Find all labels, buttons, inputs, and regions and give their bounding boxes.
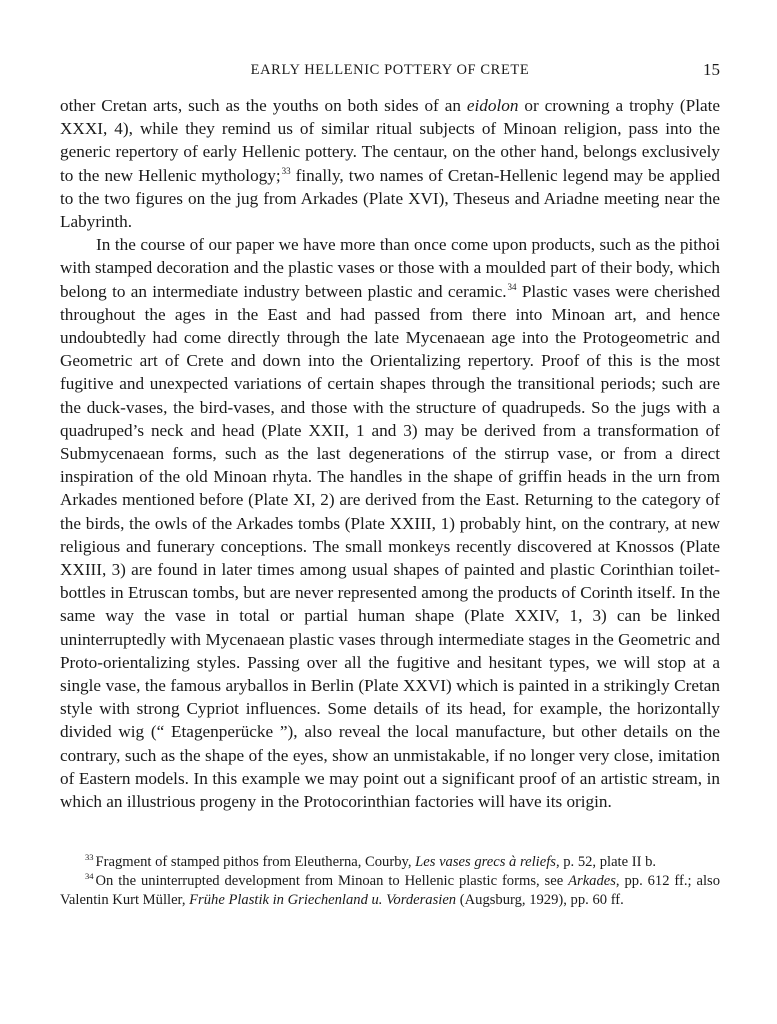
running-title: EARLY HELLENIC POTTERY OF CRETE [250, 62, 530, 78]
paragraph-1-italic-eidolon: eidolon [466, 96, 519, 115]
footnote-34-text-e: (Augsburg, 1929), pp. 60 ff. [456, 892, 624, 909]
running-header [60, 58, 720, 86]
footnote-33-text-c: , p. 52, plate II b. [555, 854, 657, 871]
footnote-33-text-a: Fragment of stamped pithos from Eleutherna, Courby, [95, 854, 416, 871]
footnote-34-text-a: On the uninterrupted development from Minoan to Hellenic plastic forms, see [95, 873, 569, 890]
footnote-number-33: 33 [85, 852, 94, 863]
paragraph-1-text-a: other Cretan arts, such as the youths on both sides of an [60, 96, 467, 115]
footnote-34-italic-title: Frühe Plastik in Griechenland u. Vorderasien [189, 892, 457, 909]
footnote-34-italic-arkades: Arkades [568, 873, 616, 890]
paragraph-2-text-a: In the course of our paper we have more than once come upon products, such as the pithoi with stamped decoration and the plastic vases or those with a moulded part of their body, which belong to an intermediate industry between plastic and ceramic. [60, 235, 720, 301]
page-number: 15 [703, 60, 720, 79]
footnote-ref-33: 33 [281, 165, 291, 176]
paragraph-1-text-d: finally, two names of Cretan-Hellenic legend may be applied to the two figures on the jug from Arkades (Plate XVI), Theseus and Ariadne meeting near the Labyrinth. [60, 165, 720, 232]
paragraph-2 [60, 233, 720, 813]
footnote-34-text-c: , pp. 612 ff.; also Valentin Kurt Müller, [60, 873, 720, 909]
paragraph-2-text-b: Plastic vases were cherished throughout the ages in the East and had passed from there into Minoan art, and hence undoubtedly had come directly through the late Mycenaean age into the Protogeometric and Geometric art of Crete and down into the Orientalizing repertory. Proof of this is the most fugitive and unexpected variations of certain shapes through the transitional periods; such are the duck-vases, the bird-vases, and those with the structure of quadrupeds. So the jugs with a quadruped’s neck and head (Plate XXII, 1 and 3) may be derived from a transformation of Submycenaean forms, such as the last degenerations of the stirrup vase, or from a direct inspiration of the old Minoan rhyta. The handles in the shape of griffin heads in the urn from Arkades mentioned before (Plate XI, 2) are derived from the East. Returning to the category of the birds, the owls of the Arkades tombs (Plate XXIII, 1) probably hint, on the contrary, at new religious and funerary conceptions. The small monkeys recently discovered at Knossos (Plate XXIII, 3) are found in later times among usual shapes of painted and plastic Corinthian toilet-bottles in Etruscan tombs, but are never represented among the products of Corinth itself. In the same way the vase in total or partial human shape (Plate XXIV, 1, 3) can be linked uninterruptedly with Mycenaean plastic vases through intermediate stages in the Geometric and Proto-orientalizing styles. Passing over all the fugitive and hesitant types, we will stop at a single vase, the famous aryballos in Berlin (Plate XXVI) which is painted in a strikingly Cretan style with strong Cypriot influences. Some details of its head, for example, the horizontally divided wig (“ Etagenperücke ”), also reveal the local manufacture, but other details on the contrary, such as the shape of the eyes, show an unmistakable, if no longer very close, imitation of Eastern models. In this example we may point out a significant proof of an artistic stream, in which an illustrious progeny in the Protocorinthian factories will have its origin. [60, 281, 720, 812]
body-text [60, 94, 720, 813]
paragraph-1-text-c: or crowning a trophy (Plate XXXI, 4), while they remind us of similar ritual subjects of Minoan religion, pass into the generic repertory of early Hellenic pottery. The centaur, on the other hand, belongs exclusively to the new Hellenic mythology; [60, 96, 720, 185]
footnote-34 [60, 872, 720, 910]
footnote-ref-34: 34 [507, 281, 517, 292]
footnote-33 [60, 853, 720, 872]
footnotes [60, 853, 720, 910]
footnote-number-34: 34 [85, 871, 94, 882]
paragraph-1 [60, 94, 720, 233]
footnote-33-italic-title: Les vases grecs à reliefs [415, 854, 556, 871]
page [60, 58, 720, 910]
